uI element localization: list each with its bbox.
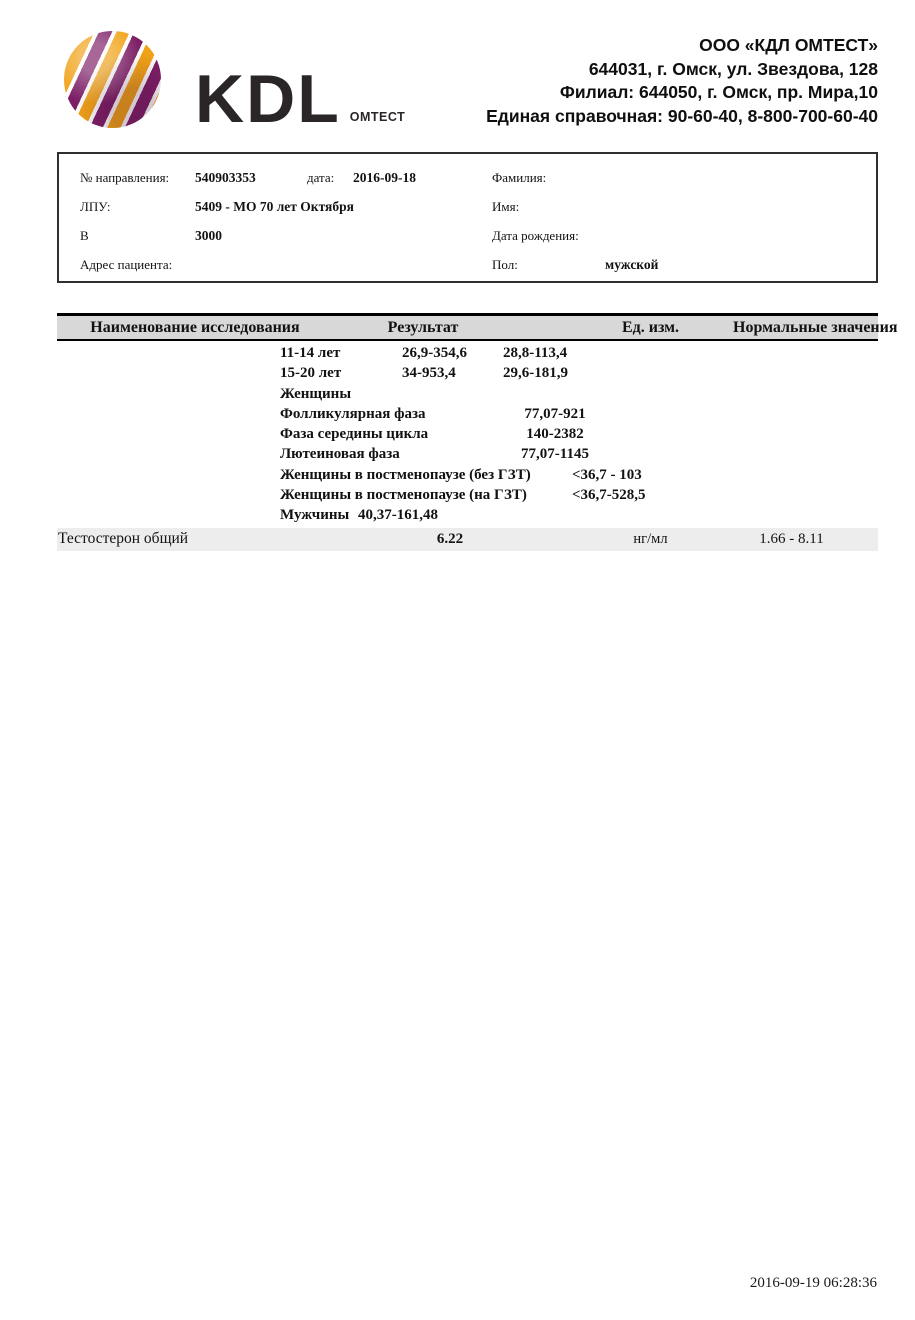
reference-line: Женщины <box>280 385 352 402</box>
referral-row-4 <box>59 250 876 279</box>
lpu-label: ЛПУ: <box>80 198 111 214</box>
logo-subtext: ОМТЕСТ <box>349 110 406 124</box>
kdl-sphere-icon <box>64 31 161 128</box>
referral-number-label: № направления: <box>80 169 170 185</box>
column-header-normal: Нормальные значения <box>733 318 898 336</box>
sex-value: мужской <box>605 256 659 272</box>
referral-row-1 <box>59 163 876 192</box>
test-unit: нг/мл <box>633 530 668 547</box>
reference-line: Мужчины 40,37-161,48 <box>280 507 438 524</box>
reference-line: 11-14 лет 26,9-354,6 28,8-113,4 <box>280 345 568 361</box>
referral-date-label: дата: <box>307 169 335 185</box>
company-address-main: 644031, г. Омск, ул. Звездова, 128 <box>588 58 878 79</box>
reference-line: Фолликулярная фаза 77,07-921 <box>280 405 586 422</box>
lpu-value: 5409 - МО 70 лет Октября <box>195 198 354 214</box>
reference-line: 15-20 лет 34-953,4 29,6-181,9 <box>280 365 568 382</box>
referral-row-3 <box>59 221 876 250</box>
referral-number-value: 540903353 <box>195 169 256 185</box>
reference-ranges-block <box>57 341 878 528</box>
result-row <box>57 528 878 551</box>
logo-wordmark: KDL <box>195 60 341 137</box>
print-timestamp: 2016-09-19 06:28:36 <box>749 1275 877 1291</box>
surname-label: Фамилия: <box>492 169 547 185</box>
company-name: ООО «КДЛ ОМТЕСТ» <box>699 35 878 55</box>
reference-line: Фаза середины цикла 140-2382 <box>280 426 584 443</box>
reference-line: Женщины в постменопаузе (без ГЗТ) <36,7 - 103 <box>280 466 642 483</box>
sex-label: Пол: <box>492 256 518 272</box>
test-name: Тестостерон общий <box>58 530 189 548</box>
reference-line: Женщины в постменопаузе (на ГЗТ) <36,7-528,5 <box>280 487 646 504</box>
reference-line: Лютеиновая фаза 77,07-1145 <box>280 446 589 463</box>
results-table <box>57 313 898 551</box>
test-result-value: 6.22 <box>436 530 464 547</box>
referral-info-box <box>57 152 878 283</box>
kdl-logo <box>64 28 406 137</box>
masthead <box>0 0 915 137</box>
birthdate-label: Дата рождения: <box>492 227 579 243</box>
column-header-unit: Ед. изм. <box>621 318 680 336</box>
column-header-result: Результат <box>387 318 459 336</box>
dept-value: 3000 <box>195 227 222 243</box>
referral-date-value: 2016-09-18 <box>353 169 416 185</box>
company-info <box>486 28 878 128</box>
company-hotline: Единая справочная: 90-60-40, 8-800-700-60-40 <box>486 105 878 126</box>
column-header-name: Наименование исследования <box>90 318 300 336</box>
referral-row-2 <box>59 192 876 221</box>
company-address-branch: Филиал: 644050, г. Омск, пр. Мира,10 <box>559 82 878 102</box>
results-table-header <box>57 313 898 341</box>
test-normal-range: 1.66 - 8.11 <box>759 530 824 547</box>
firstname-label: Имя: <box>492 198 520 214</box>
patient-address-label: Адрес пациента: <box>80 256 173 272</box>
dept-label: В <box>80 227 89 243</box>
